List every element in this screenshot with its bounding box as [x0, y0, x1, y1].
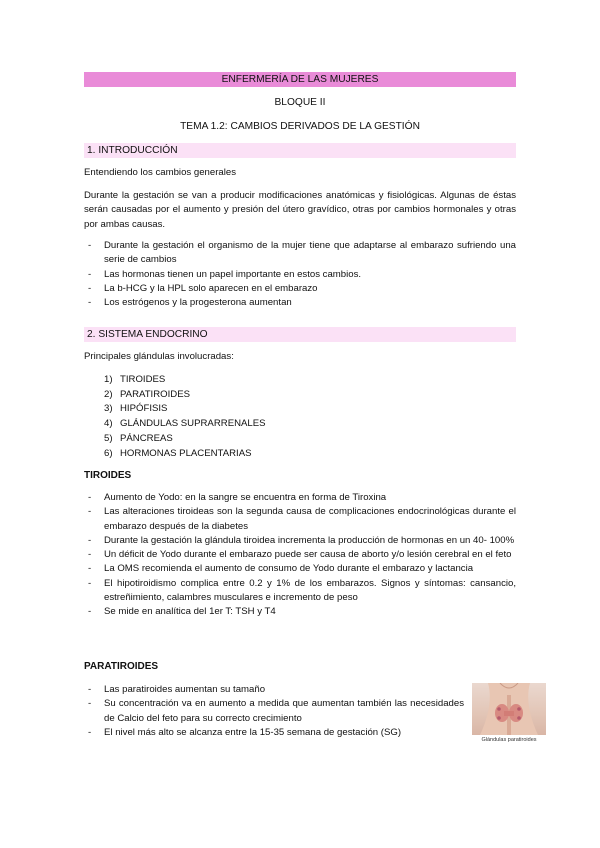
- heading-tiroides: TIROIDES: [84, 470, 132, 481]
- course-title-bar: [84, 72, 516, 87]
- topic-title: TEMA 1.2: CAMBIOS DERIVADOS DE LA GESTIÓN: [180, 121, 420, 132]
- list-item: - Los estrógenos y la progesterona aumentan: [84, 296, 516, 310]
- section-title-endocrino: 2. SISTEMA ENDOCRINO: [87, 329, 208, 340]
- intro-paragraph: Durante la gestación se van a producir modificaciones anatómicas y fisiológicas. Algunas de éstas serán causadas por el aumento y presión del útero gravídico, otras por cambios hormonales y otras por ambas causas.: [84, 190, 516, 230]
- tiroides-bullet-list: [84, 491, 516, 620]
- neck-anatomy-drawing: [472, 683, 546, 735]
- glands-list: [84, 373, 266, 461]
- intro-subtitle: Entendiendo los cambios generales: [84, 167, 237, 178]
- list-item: - Las alteraciones tiroideas son la segunda causa de complicaciones endocrinológicas durante el embarazo después de la diabetes: [84, 505, 516, 534]
- intro-bullet-list: [84, 239, 516, 310]
- list-item: - Aumento de Yodo: en la sangre se encuentra en forma de Tiroxina: [84, 491, 516, 505]
- list-item: - El hipotiroidismo complica entre 0.2 y 1% de los embarazos. Signos y síntomas: cansancio, estreñimiento, calambres musculares e incremento de peso: [84, 577, 516, 606]
- list-item: 2) PARATIROIDES: [104, 388, 191, 400]
- heading-paratiroides: PARATIROIDES: [84, 661, 159, 672]
- section-title-introduccion: 1. INTRODUCCIÓN: [87, 145, 178, 156]
- list-item: - Las paratiroides aumentan su tamaño: [84, 683, 464, 697]
- list-item: - La OMS recomienda el aumento de consumo de Yodo durante el embarazo y lactancia: [84, 562, 516, 576]
- section-bar-endocrino: [84, 327, 516, 342]
- list-item: - Las hormonas tienen un papel importante en estos cambios.: [84, 268, 516, 282]
- list-item: - Durante la gestación la glándula tiroidea incrementa la producción de hormonas en un 40- 100%: [84, 534, 516, 548]
- list-item: - Durante la gestación el organismo de la mujer tiene que adaptarse al embarazo sufriendo una serie de cambios: [84, 239, 516, 268]
- list-item: 4) GLÁNDULAS SUPRARRENALES: [104, 418, 266, 430]
- parathyroid-neck-illustration: [472, 683, 546, 735]
- paratiroides-bullet-list: [84, 683, 464, 740]
- course-title: ENFERMERÍA DE LAS MUJERES: [221, 74, 379, 85]
- list-item: 6) HORMONAS PLACENTARIAS: [104, 447, 252, 459]
- list-item: - La b-HCG y la HPL solo aparecen en el embarazo: [84, 282, 516, 296]
- figure-caption: Glándulas paratiroides: [481, 737, 537, 743]
- block-title: BLOQUE II: [274, 97, 326, 108]
- section-bar-introduccion: [84, 143, 516, 158]
- list-item: 5) PÁNCREAS: [104, 432, 173, 444]
- list-item: - Su concentración va en aumento a medida que aumentan también las necesidades de Calcio del feto para su correcto crecimiento: [84, 697, 464, 726]
- list-item: - El nivel más alto se alcanza entre la 15-35 semana de gestación (SG): [84, 726, 464, 740]
- list-item: - Un déficit de Yodo durante el embarazo puede ser causa de aborto y/o lesión cerebral en el feto: [84, 548, 516, 562]
- glands-intro: Principales glándulas involucradas:: [84, 351, 234, 362]
- list-item: - Se mide en analítica del 1er T: TSH y T4: [84, 605, 516, 619]
- list-item: 3) HIPÓFISIS: [104, 403, 168, 415]
- list-item: 1) TIROIDES: [104, 374, 166, 385]
